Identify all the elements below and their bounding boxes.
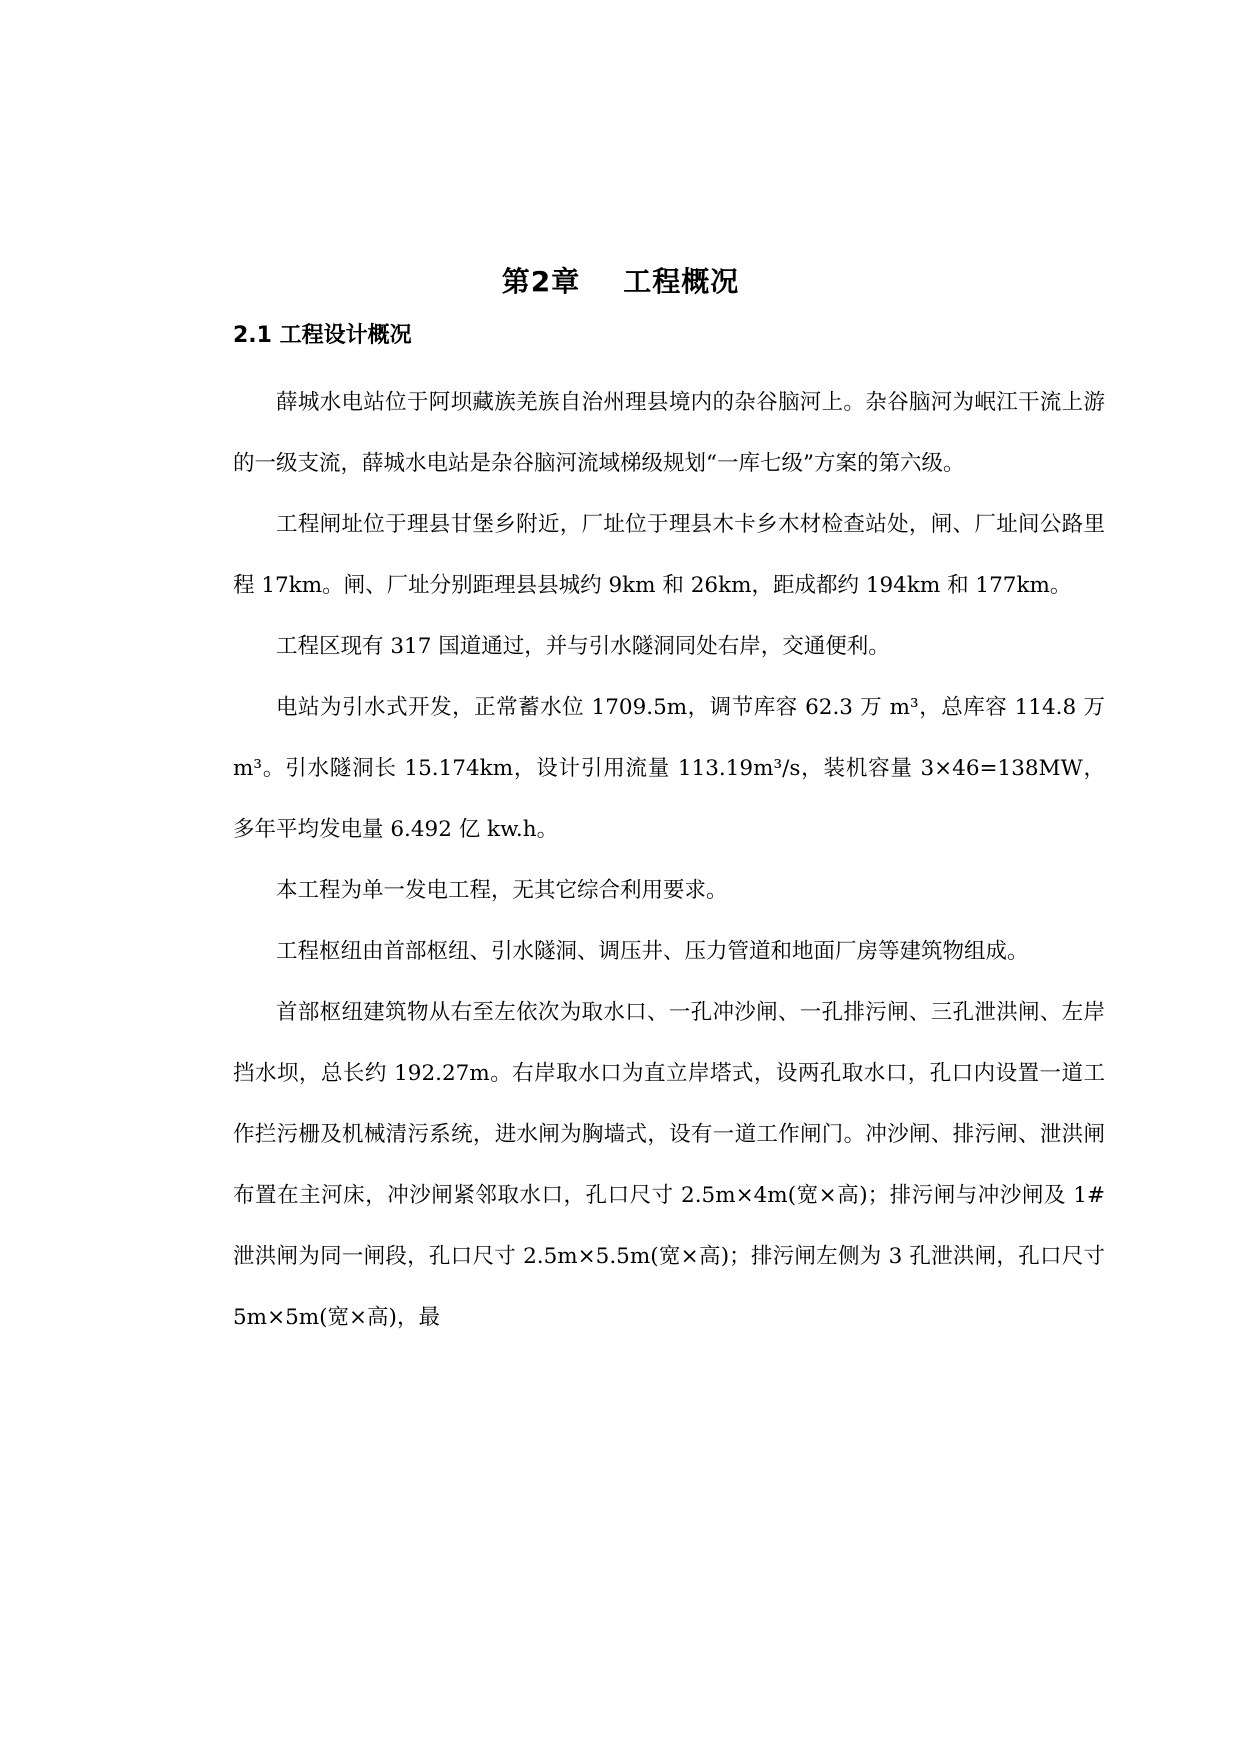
paragraph-site-distances: 工程闸址位于理县甘堡乡附近，厂址位于理县木卡乡木材检查站处，闸、厂址间公路里程 17km。闸、厂址分别距理县县城约 9km 和 26km，距成都约 194km 和 177km。 bbox=[233, 512, 1105, 598]
paragraph-transport: 工程区现有 317 国道通过，并与引水隧洞同处右岸，交通便利。 bbox=[276, 634, 890, 659]
document-body bbox=[233, 372, 1105, 1348]
paragraph-purpose: 本工程为单一发电工程，无其它综合利用要求。 bbox=[276, 878, 728, 903]
chapter-title: 第2章 工程概况 bbox=[501, 265, 740, 298]
paragraph-location: 薛城水电站位于阿坝藏族羌族自治州理县境内的杂谷脑河上。杂谷脑河为岷江干流上游的一级支流，薛城水电站是杂谷脑河流域梯级规划“一库七级”方案的第六级。 bbox=[233, 390, 1105, 476]
section-heading: 2.1 工程设计概况 bbox=[233, 323, 412, 348]
paragraph-structures: 工程枢纽由首部枢纽、引水隧洞、调压井、压力管道和地面厂房等建筑物组成。 bbox=[276, 939, 1029, 964]
paragraph-station-parameters: 电站为引水式开发，正常蓄水位 1709.5m，调节库容 62.3 万 m³，总库容 114.8 万 m³。引水隧洞长 15.174km，设计引用流量 113.19m³/s，装机容量 3×46=138MW，多年平均发电量 6.492 亿 kw.h。 bbox=[233, 695, 1105, 842]
paragraph-headworks: 首部枢纽建筑物从右至左依次为取水口、一孔冲沙闸、一孔排污闸、三孔泄洪闸、左岸挡水坝，总长约 192.27m。右岸取水口为直立岸塔式，设两孔取水口，孔口内设置一道工作拦污栅及机械清污系统，进水闸为胸墙式，设有一道工作闸门。冲沙闸、排污闸、泄洪闸布置在主河床，冲沙闸紧邻取水口，孔口尺寸 2.5m×4m(宽×高)；排污闸与冲沙闸及 1#泄洪闸为同一闸段，孔口尺寸 2.5m×5.5m(宽×高)；排污闸左侧为 3 孔泄洪闸，孔口尺寸 5m×5m(宽×高)，最 bbox=[233, 1000, 1105, 1330]
